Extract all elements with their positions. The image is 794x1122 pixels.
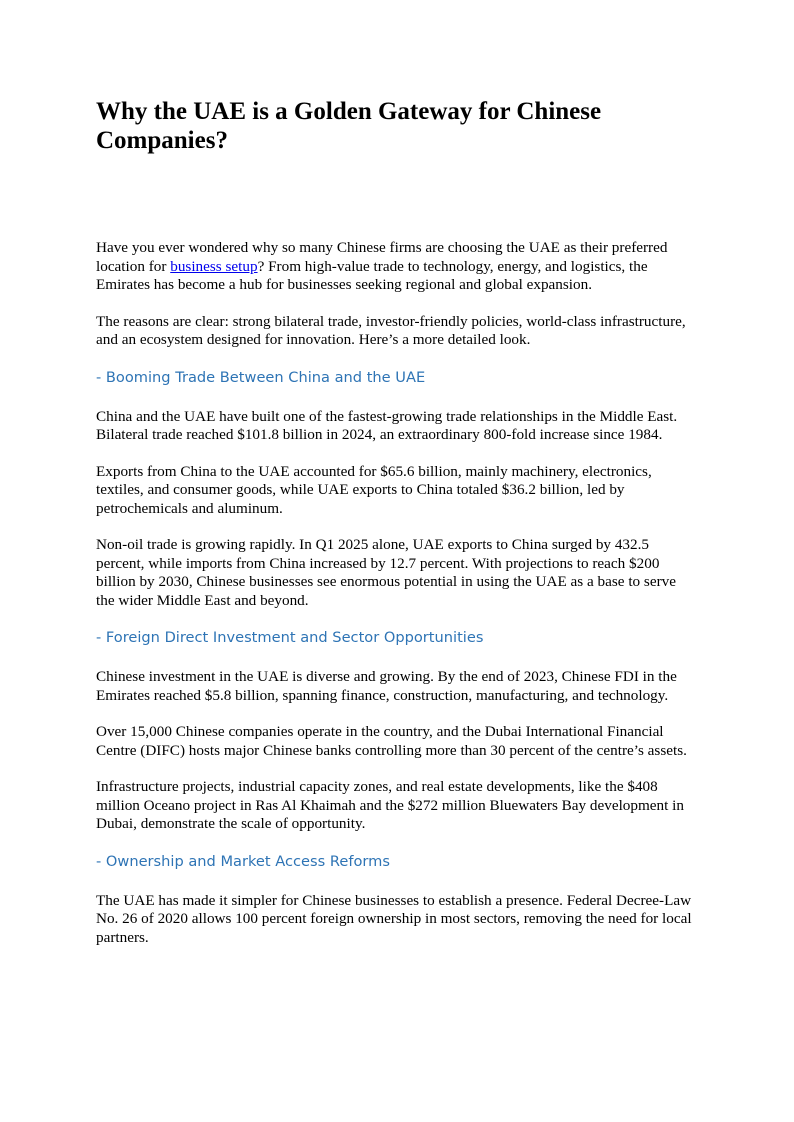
business-setup-link[interactable]: business setup: [170, 257, 258, 275]
intro-text-end: ? From high-value trade to technology, energy, and logistics, the Emirates has become a hub for businesses seeking regional and global expansion.: [96, 257, 648, 293]
paragraph: Non-oil trade is growing rapidly. In Q1 2025 alone, UAE exports to China surged by 432.5 percent, while imports from China increased by 12.7 percent. With projections to reach $200 billion by 2030, Chinese businesses see enormous potential in using the UAE as a base to serve the wider Middle East and beyond.: [96, 536, 676, 609]
intro-paragraph-2: The reasons are clear: strong bilateral trade, investor-friendly policies, world-class infrastructure, and an ecosystem designed for innovation. Here’s a more detailed look.: [96, 312, 686, 348]
section-heading-ownership: - Ownership and Market Access Reforms: [96, 852, 390, 870]
intro-text-start: Have you ever wondered why so many Chinese firms are choosing the UAE as their preferred location for: [96, 239, 668, 275]
intro-paragraph: [96, 239, 698, 295]
paragraph: Infrastructure projects, industrial capacity zones, and real estate developments, like the $408 million Oceano project in Ras Al Khaimah and the $272 million Bluewaters Bay development in Dubai, demonstrate the scale of opportunity.: [96, 778, 684, 832]
article: [96, 97, 698, 947]
paragraph: Exports from China to the UAE accounted for $65.6 billion, mainly machinery, electronics, textiles, and consumer goods, while UAE exports to China totaled $36.2 billion, led by petrochemicals and aluminum.: [96, 462, 652, 517]
section-heading-trade: - Booming Trade Between China and the UAE: [96, 368, 426, 386]
page-title: Why the UAE is a Golden Gateway for Chinese Companies?: [96, 98, 602, 154]
section-heading-fdi: - Foreign Direct Investment and Sector Opportunities: [96, 629, 484, 646]
paragraph: Chinese investment in the UAE is diverse and growing. By the end of 2023, Chinese FDI in the Emirates reached $5.8 billion, spanning finance, construction, manufacturing, and technology.: [96, 668, 677, 704]
paragraph: The UAE has made it simpler for Chinese businesses to establish a presence. Federal Decree-Law No. 26 of 2020 allows 100 percent foreign ownership in most sectors, removing the need for local partners.: [96, 891, 692, 946]
paragraph: China and the UAE have built one of the fastest-growing trade relationships in the Middle East. Bilateral trade reached $101.8 billion in 2024, an extraordinary 800-fold increase since 1984.: [96, 407, 678, 443]
paragraph: Over 15,000 Chinese companies operate in the country, and the Dubai International Financial Centre (DIFC) hosts major Chinese banks controlling more than 30 percent of the centre’s assets.: [96, 723, 687, 759]
